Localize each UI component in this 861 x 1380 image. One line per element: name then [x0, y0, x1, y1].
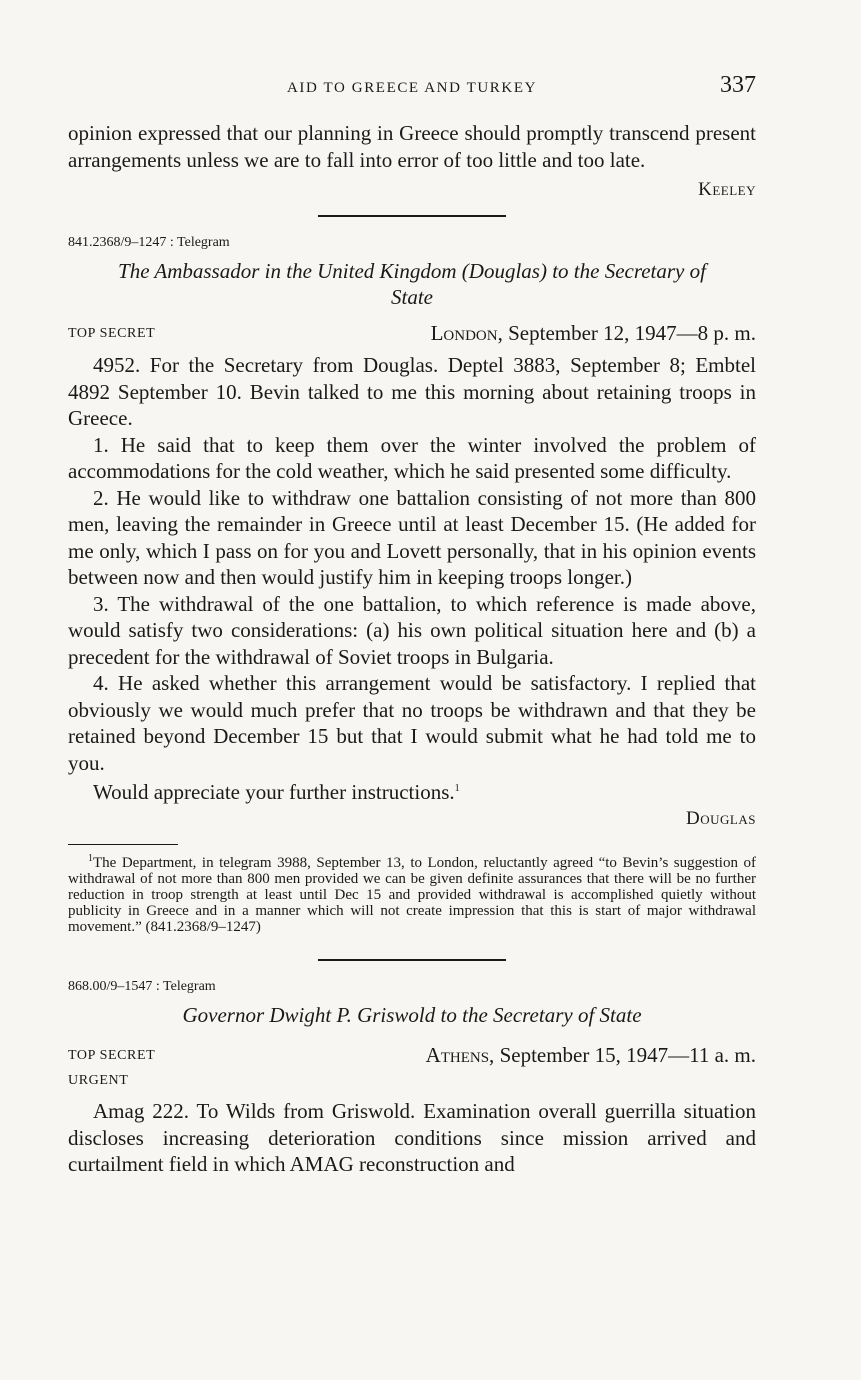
classification-label: TOP SECRET — [68, 326, 156, 341]
signature-douglas: Douglas — [686, 807, 756, 829]
paragraph-amag: Amag 222. To Wilds from Griswold. Examination overall guerrilla situation discloses increasing deterioration conditions since mission arrived and curtailment field in which AMAG reconstruction and — [68, 1099, 756, 1176]
document-page — [68, 70, 756, 1178]
dateline-place-2: Athens, — [425, 1043, 495, 1067]
footnote — [68, 851, 756, 935]
heading-row-2 — [68, 1040, 756, 1068]
dateline-place: London, — [430, 321, 503, 345]
document-title: The Ambassador in the United Kingdom (Douglas) to the Secretary of State — [118, 259, 706, 309]
signature-keeley: Keeley — [698, 179, 756, 200]
telegram-body — [68, 352, 756, 806]
footnote-text: The Department, in telegram 3988, September 13, to London, reluctantly agreed “to Bevin’s suggestion of withdrawal of not more than 800 men provided we can be given definite assurances that there will be no further reduction in troop strength at least until Dec 15 and provided withdrawal is accomplished quietly without publicity in Greece and in a manner which will not create impression that this is start of major withdrawal movement.” (841.2368/9–1247) — [68, 855, 756, 935]
running-title: AID TO GREECE AND TURKEY — [286, 80, 538, 96]
footnote-rule — [68, 844, 178, 846]
section-divider — [318, 215, 506, 217]
paragraph-4: 4. He asked whether this arrangement would be satisfactory. I replied that obviously we would much prefer that no troops be withdrawn and that they be retained beyond December 15 but that I would submit what he had told me to you. — [68, 671, 756, 775]
footnote-number: 1 — [88, 853, 93, 864]
urgent-label: URGENT — [68, 1073, 129, 1088]
paragraph-3: 3. The withdrawal of the one battalion, to which reference is made above, would satisfy two considerations: (a) his own political situation here and (b) a precedent for the withdrawal of Soviet troops in Bulgaria. — [68, 591, 756, 669]
paragraph-closing — [68, 776, 756, 806]
continuation-paragraph: opinion expressed that our planning in Greece should promptly transcend present arrangements unless we are to fall into error of too little and too late. — [68, 121, 756, 172]
section-divider-2 — [318, 959, 506, 961]
heading-row — [68, 318, 756, 346]
dateline-date-2: September 15, 1947—11 a. m. — [499, 1043, 756, 1067]
dateline — [431, 321, 756, 346]
page-number: 337 — [720, 72, 756, 98]
footnote-marker: 1 — [454, 783, 460, 794]
dateline-date: September 12, 1947—8 p. m. — [508, 321, 756, 345]
running-head — [68, 70, 756, 104]
paragraph-intro: 4952. For the Secretary from Douglas. Deptel 3883, September 8; Embtel 4892 September 10. Bevin talked to me this morning about retaining troops in Greece. — [68, 353, 756, 430]
closing-text: Would appreciate your further instructions. — [93, 780, 455, 804]
classification-label-2: TOP SECRET — [68, 1048, 156, 1063]
file-number-2: 868.00/9–1547 : Telegram — [68, 979, 216, 994]
paragraph-1: 1. He said that to keep them over the winter involved the problem of accommodations for the cold weather, which he said presented some difficulty. — [68, 432, 756, 483]
document-title-2: Governor Dwight P. Griswold to the Secretary of State — [182, 1003, 642, 1027]
dateline-2 — [426, 1043, 756, 1068]
paragraph-2: 2. He would like to withdraw one battalion consisting of not more than 800 men, leaving the remainder in Greece until at least December 15. (He added for me only, which I pass on for you and Lovett personally, that in his opinion events between now and then would justify him in keeping troops longer.) — [68, 485, 756, 589]
file-number: 841.2368/9–1247 : Telegram — [68, 235, 230, 250]
